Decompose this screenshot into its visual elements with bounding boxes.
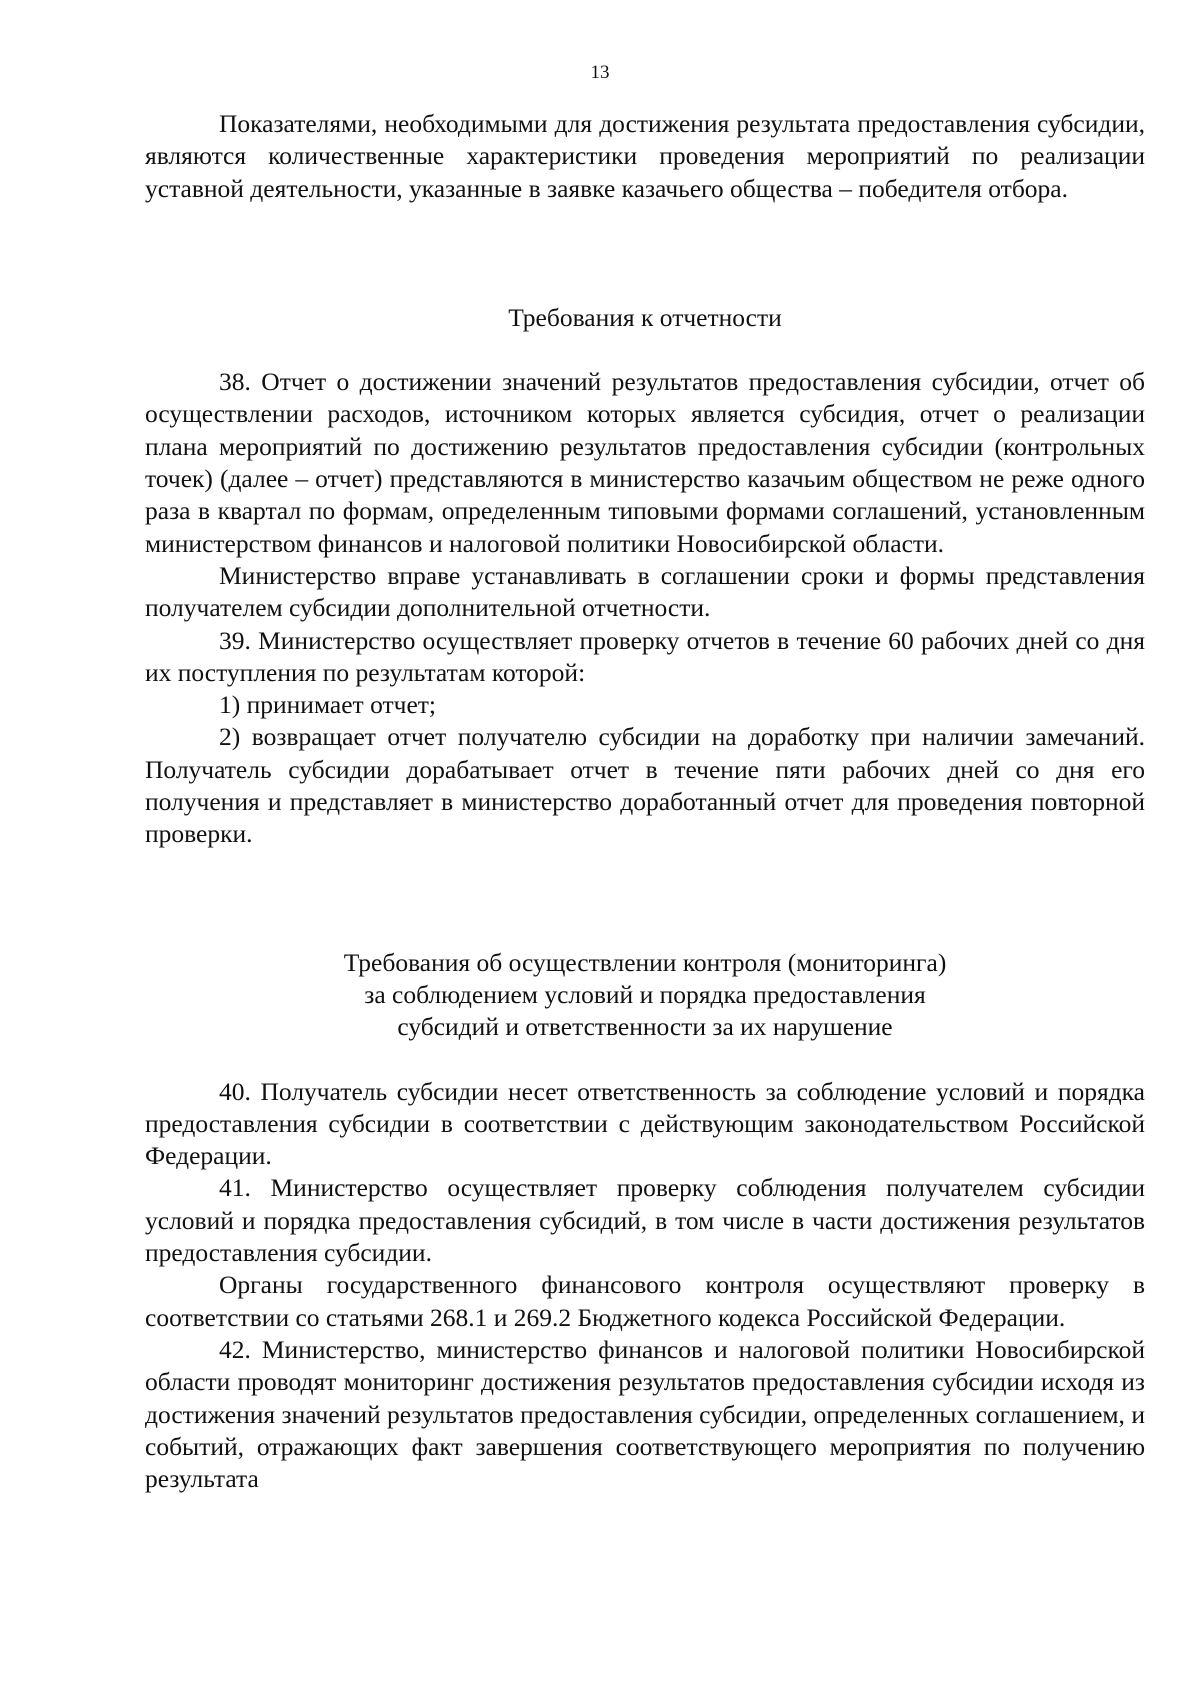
paragraph-40: 40. Получатель субсидии несет ответственность за соблюдение условий и порядка предоставления субсидии в соответствии с действующим законодательством Российской Федерации. xyxy=(145,1076,1145,1171)
spacer xyxy=(145,270,1145,302)
list-item-2: 2) возвращает отчет получателю субсидии на доработку при наличии замечаний. Получатель субсидии дорабатывает отчет в течение пяти рабочих дней со дня его получения и представляет в министерство доработанный отчет для проведения повторной проверки. xyxy=(145,722,1145,849)
spacer xyxy=(145,205,1145,270)
paragraph-ministry-rights: Министерство вправе устанавливать в соглашении сроки и формы представления получателем субсидии дополнительной отчетности. xyxy=(145,560,1145,623)
paragraph-42: 42. Министерство, министерство финансов и налоговой политики Новосибирской области проводят мониторинг достижения результатов предоставления субсидии исходя из достижения значений результатов предоставления субсидии, определенных соглашением, и событий, отражающих факт завершения соответствующего мероприятия по получению результата xyxy=(145,1334,1145,1494)
section-heading-control-line-2: за соблюдением условий и порядка предоставления xyxy=(364,979,926,1009)
spacer xyxy=(145,1044,1145,1076)
paragraph-indicators: Показателями, необходимыми для достижения результата предоставления субсидии, являются количественные характеристики проведения мероприятий по реализации уставной деятельности, указанные в заявке казачьего общества – победителя отбора. xyxy=(145,109,1145,203)
spacer xyxy=(145,334,1145,366)
spacer xyxy=(145,851,1145,947)
page-number: 13 xyxy=(590,62,610,83)
paragraph-41: 41. Министерство осуществляет проверку соблюдения получателем субсидии условий и порядка предоставления субсидий, в том числе в части достижения результатов предоставления субсидии. xyxy=(145,1173,1145,1268)
section-heading-control-line-1: Требования об осуществлении контроля (мониторинга) xyxy=(343,947,947,977)
section-heading-reporting: Требования к отчетности xyxy=(508,302,782,332)
section-heading-control-line-3: субсидий и ответственности за их нарушение xyxy=(397,1012,893,1042)
document-body xyxy=(145,108,1145,1495)
paragraph-39: 39. Министерство осуществляет проверку отчетов в течение 60 рабочих дней со дня их поступления по результатам которой: xyxy=(145,625,1145,687)
list-item-1: 1) принимает отчет; xyxy=(219,690,436,720)
paragraph-financial-control: Органы государственного финансового контроля осуществляют проверку в соответствии со статьями 268.1 и 269.2 Бюджетного кодекса Российской Федерации. xyxy=(145,1270,1145,1332)
paragraph-38: 38. Отчет о достижении значений результатов предоставления субсидии, отчет об осуществлении расходов, источником которых является субсидия, отчет о реализации плана мероприятий по достижению результатов предоставления субсидии (контрольных точек) (далее – отчет) представляются в министерство казачьим обществом не реже одного раза в квартал по формам, определенным типовыми формами соглашений, установленным министерством финансов и налоговой политики Новосибирской области. xyxy=(145,367,1145,558)
